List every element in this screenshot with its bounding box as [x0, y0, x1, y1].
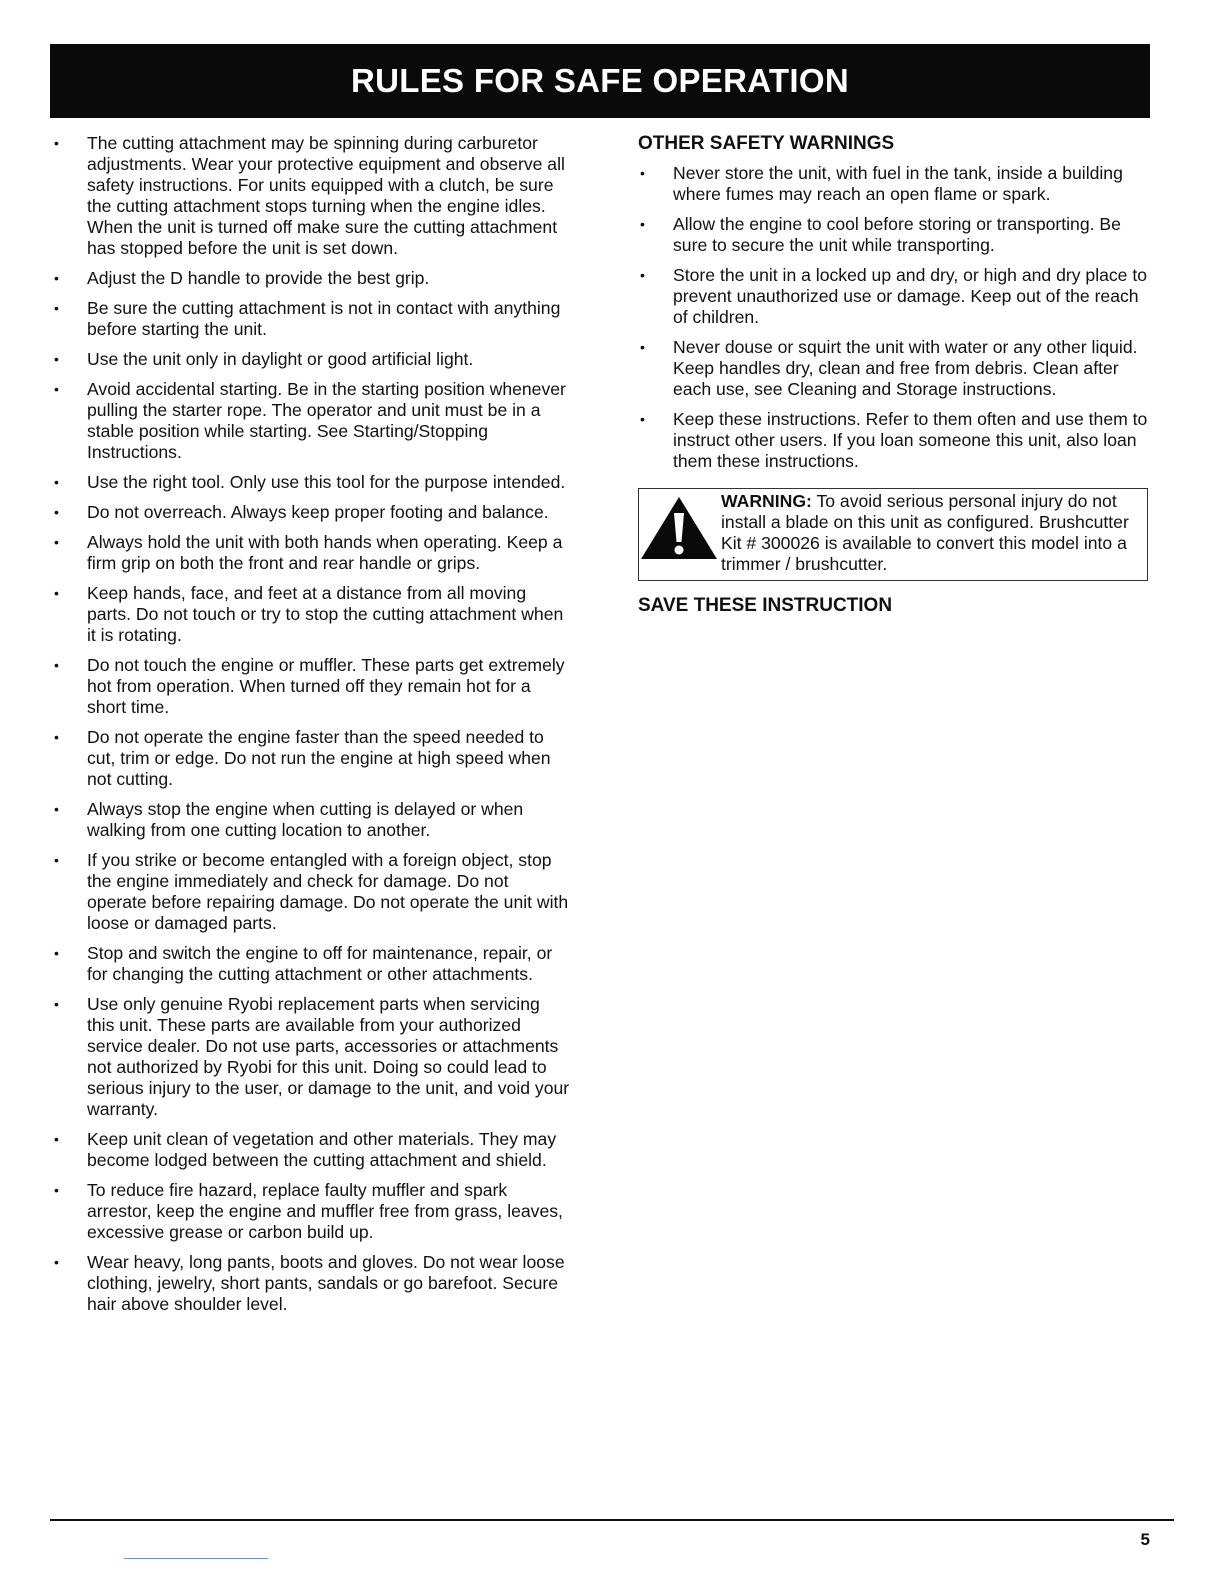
bullet-icon: • [54, 534, 59, 550]
safety-rule-item-text: Keep unit clean of vegetation and other materials. They may become lodged between the cutting attachment and shield. [87, 1129, 557, 1170]
bullet-icon: • [54, 801, 59, 817]
bullet-icon: • [54, 474, 59, 490]
safety-rule-item [52, 1129, 572, 1171]
bullet-icon: • [54, 657, 59, 673]
safety-rule-item [52, 799, 572, 841]
other-safety-warnings-list [638, 163, 1153, 472]
safety-rule-item [52, 727, 572, 790]
bullet-icon: • [54, 300, 59, 316]
safety-rule-item-text: The cutting attachment may be spinning during carburetor adjustments. Wear your protective equipment and observe all safety instructions. For units equipped with a clutch, be sure the cutting attachment stops turning when the engine idles. When the unit is turned off make sure the cutting attachment has stopped before the unit is set down. [87, 133, 565, 258]
safety-rule-item-text: Avoid accidental starting. Be in the starting position whenever pulling the starter rope. The operator and unit must be in a stable position while starting. See Starting/Stopping Instructions. [87, 379, 566, 462]
safety-rule-item-text: Use the right tool. Only use this tool for the purpose intended. [87, 472, 566, 492]
other-safety-warnings-heading: OTHER SAFETY WARNINGS [638, 133, 895, 154]
save-instructions-heading: SAVE THESE INSTRUCTION [638, 595, 893, 616]
safety-rule-item-text: Use the unit only in daylight or good artificial light. [87, 349, 474, 369]
safety-rule-item [52, 298, 572, 340]
warning-box [638, 488, 1148, 581]
safety-rule-item [52, 850, 572, 934]
left-column [52, 133, 572, 1324]
safety-warning-item-text: Allow the engine to cool before storing or transporting. Be sure to secure the unit while transporting. [673, 214, 1121, 255]
page-number: 5 [1140, 1530, 1150, 1549]
safety-warning-item [638, 265, 1153, 328]
safety-rule-item-text: Be sure the cutting attachment is not in contact with anything before starting the unit. [87, 298, 561, 339]
bullet-icon: • [640, 267, 645, 283]
bullet-icon: • [54, 585, 59, 601]
footer-rule [50, 1519, 1174, 1521]
bullet-icon: • [54, 852, 59, 868]
safety-rule-item-text: Do not touch the engine or muffler. These parts get extremely hot from operation. When turned off they remain hot for a short time. [87, 655, 565, 717]
safety-rule-item-text: Always stop the engine when cutting is delayed or when walking from one cutting location to another. [87, 799, 524, 840]
safety-rule-item [52, 1252, 572, 1315]
safety-rule-item [52, 655, 572, 718]
safety-rule-item-text: Always hold the unit with both hands when operating. Keep a firm grip on both the front and rear handle or grips. [87, 532, 563, 573]
bullet-icon: • [640, 165, 645, 181]
safety-rule-item-text: Keep hands, face, and feet at a distance from all moving parts. Do not touch or try to stop the cutting attachment when it is rotating. [87, 583, 564, 645]
safety-rule-item-text: If you strike or become entangled with a foreign object, stop the engine immediately and check for damage. Do not operate before repairing damage. Do not operate the unit with loose or damaged parts. [87, 850, 569, 933]
safety-rule-item [52, 472, 572, 493]
bullet-icon: • [54, 381, 59, 397]
safety-rule-item [52, 349, 572, 370]
safety-rule-item-text: Adjust the D handle to provide the best grip. [87, 268, 430, 288]
bullet-icon: • [54, 135, 59, 151]
safety-rule-item-text: To reduce fire hazard, replace faulty muffler and spark arrestor, keep the engine and muffler free from grass, leaves, excessive grease or carbon build up. [87, 1180, 563, 1242]
bullet-icon: • [54, 996, 59, 1012]
safety-warning-item-text: Store the unit in a locked up and dry, or high and dry place to prevent unauthorized use or damage. Keep out of the reach of children. [673, 265, 1148, 327]
warning-text [721, 491, 1141, 575]
safety-rule-item [52, 532, 572, 574]
bullet-icon: • [640, 216, 645, 232]
safety-rule-item [52, 943, 572, 985]
safety-warning-item [638, 214, 1153, 256]
bullet-icon: • [640, 411, 645, 427]
bullet-icon: • [54, 270, 59, 286]
right-column [638, 133, 1153, 616]
header-bar [50, 44, 1150, 118]
safety-warning-item-text: Keep these instructions. Refer to them often and use them to instruct other users. If you loan someone this unit, also loan them these instructions. [673, 409, 1148, 471]
bullet-icon: • [54, 729, 59, 745]
safety-rule-item [52, 994, 572, 1120]
safety-rule-item [52, 502, 572, 523]
safety-rule-item-text: Stop and switch the engine to off for maintenance, repair, or for changing the cutting attachment or other attachments. [87, 943, 553, 984]
safety-rule-item [52, 268, 572, 289]
safety-warning-item [638, 163, 1153, 205]
warning-triangle-icon [639, 491, 721, 575]
bullet-icon: • [54, 504, 59, 520]
bullet-icon: • [54, 351, 59, 367]
warning-label: WARNING: [721, 491, 812, 511]
bullet-icon: • [54, 945, 59, 961]
safety-rules-list [52, 133, 572, 1315]
bullet-icon: • [54, 1254, 59, 1270]
safety-rule-item-text: Do not overreach. Always keep proper footing and balance. [87, 502, 549, 522]
safety-warning-item [638, 409, 1153, 472]
warning-body: To avoid serious personal injury do not install a blade on this unit as configured. Brushcutter Kit # 300026 is available to convert this model into a trimmer / brushcutter. [721, 491, 1129, 574]
safety-rule-item-text: Use only genuine Ryobi replacement parts when servicing this unit. These parts are available from your authorized service dealer. Do not use parts, accessories or attachments not authorized by Ryobi for this unit. Doing so could lead to serious injury to the user, or damage to the unit, and void your warranty. [87, 994, 570, 1119]
bullet-icon: • [54, 1182, 59, 1198]
safety-rule-item [52, 133, 572, 259]
safety-warning-item-text: Never douse or squirt the unit with water or any other liquid. Keep handles dry, clean and free from debris. Clean after each use, see Cleaning and Storage instructions. [673, 337, 1138, 399]
safety-rule-item-text: Do not operate the engine faster than the speed needed to cut, trim or edge. Do not run the engine at high speed when not cutting. [87, 727, 551, 789]
safety-rule-item [52, 1180, 572, 1243]
safety-rule-item [52, 583, 572, 646]
safety-warning-item [638, 337, 1153, 400]
safety-rule-item [52, 379, 572, 463]
safety-warning-item-text: Never store the unit, with fuel in the tank, inside a building where fumes may reach an open flame or spark. [673, 163, 1123, 204]
bottom-link-line [124, 1558, 268, 1559]
bullet-icon: • [54, 1131, 59, 1147]
bullet-icon: • [640, 339, 645, 355]
safety-rule-item-text: Wear heavy, long pants, boots and gloves. Do not wear loose clothing, jewelry, short pants, sandals or go barefoot. Secure hair above shoulder level. [87, 1252, 565, 1314]
page-title: RULES FOR SAFE OPERATION [351, 62, 849, 99]
